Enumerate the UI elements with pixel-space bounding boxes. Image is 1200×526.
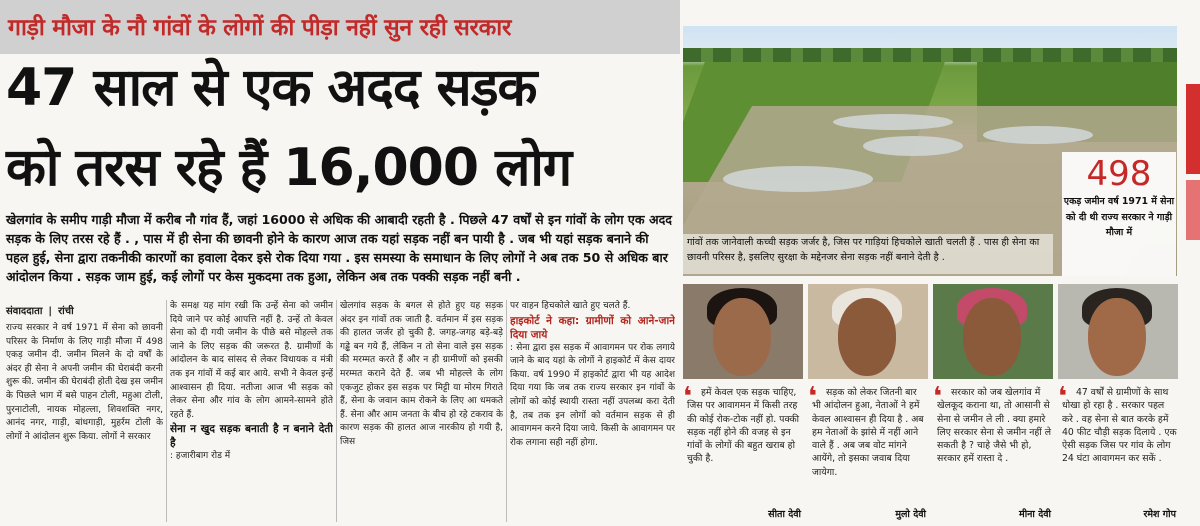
portrait-face <box>713 298 771 376</box>
column-4-head: पर वाहन हिचकोले खाते हुए चलते हैं. <box>510 301 631 311</box>
person-card <box>1058 284 1178 520</box>
stat-number: 498 <box>1086 154 1152 194</box>
quote-mark-icon: ❛ <box>683 382 693 412</box>
portrait-photo <box>933 284 1053 379</box>
portrait-photo <box>683 284 803 379</box>
column-divider <box>166 300 167 522</box>
portrait-face <box>838 298 896 376</box>
stat-box <box>1062 152 1176 276</box>
stat-text: एकड़ जमीन वर्ष 1971 में सेना को दी थी राज्य सरकार ने गाड़ी मौजा में <box>1063 196 1175 238</box>
portrait-face <box>1088 298 1146 376</box>
photo-puddle <box>863 136 963 156</box>
main-headline-line1: 47 साल से एक अदद सड़क <box>6 58 537 118</box>
photo-puddle <box>983 126 1093 144</box>
person-name: मुलो देवी <box>895 509 926 520</box>
column-divider <box>336 300 337 522</box>
quote-mark-icon: ❛ <box>1058 382 1068 412</box>
column-2-body: के समक्ष यह मांग रखी कि उन्हें सेना को जमीन दिये जाने पर कोई आपत्ति नहीं है. उन्हें तो केवल सेना को दी गयी जमीन के पीछे बसे मोहल्ले तक जाने के लिए सड़क की जरूरत है. ग्रामीणों के आंदोलन के बाद सांसद से लेकर विधायक व मंत्री तक इन गांवों में कई बार आये. सभी ने केवल इन्हें आश्वासन ही दिया. नतीजा आज भी सड़क को लेकर सेना और गांव के लोग आमने-सामने होते रहते हैं. <box>170 301 333 420</box>
kicker-headline: गाड़ी मौजा के नौ गांवों के लोगों की पीड़ा नहीं सुन रही सरकार <box>0 0 680 54</box>
article-column-4 <box>510 300 675 522</box>
adjacent-page-edge <box>1186 84 1200 174</box>
photo-treeline <box>683 48 1177 62</box>
quote-mark-icon: ❛ <box>808 382 818 412</box>
person-name: मीना देवी <box>1019 509 1051 520</box>
person-card <box>808 284 928 520</box>
article-column-3: खेलगांव सड़क के बगल से होते हुए यह सड़क अंदर इन गांवों तक जाती है. वर्तमान में इस सड़क की हालत जर्जर हो चुकी है. जगह-जगह बड़े-बड़े गड्ढे बन गये हैं, लेकिन न तो सेना वाले इस सड़क की मरम्मत करते हैं और न ही ग्रामीणों को इसकी मरम्मत कराने देते हैं. जब भी मोहल्ले के लोग एकजुट होकर इस सड़क पर मिट्टी या मोरम गिराते हैं, सेना के जवान काम रोकने के लिए आ धमकते हैं. सेना और आम जनता के बीच हो रहे टकराव के कारण सड़क की हालत आज नारकीय हो गयी है, जिस <box>340 301 503 447</box>
person-name: सीता देवी <box>768 509 801 520</box>
article-column-2 <box>170 300 333 522</box>
photo-puddle <box>833 114 953 130</box>
column-2-subhead: सेना न खुद सड़क बनाती है न बनाने देती है <box>170 423 333 450</box>
column-4-body: : सेना द्वारा इस सड़क में आवागमन पर रोक लगाये जाने के बाद यहां के लोगों ने हाइकोर्ट में केस दायर किया. वर्ष 1990 में हाइकोर्ट द्वारा भी यह आदेश दिया गया कि जब तक राज्य सरकार इन गांवों के लोगों को कोई स्थायी रास्ता नहीं उपलब्ध करा देती है, तब तक इन लोगों को वर्तमान सड़क से ही आवागमन करने दिया जाये. किसी के आवागमन पर रोक लगाना सही नहीं होगा. <box>510 342 675 448</box>
byline-reporter: संवाददाता <box>6 306 43 317</box>
portrait-face <box>963 298 1021 376</box>
column-divider <box>506 300 507 522</box>
column-2-tail: : हजारीबाग रोड में <box>170 451 231 462</box>
photo-puddle <box>723 166 873 192</box>
byline <box>6 303 161 317</box>
byline-place: रांची <box>58 306 74 317</box>
intro-paragraph: खेलगांव के समीप गाड़ी मौजा में करीब नौ गांव हैं, जहां 16000 से अधिक की आबादी रहती है . पिछले 47 वर्षों से इन गांवों के लोग एक अदद सड़क के लिए तरस रहे हैं . , पास में ही सेना की छावनी होने के कारण आज तक यहां सड़क नहीं बन पायी है . जब भी यहां सड़क बनाने की पहल हुई, सेना द्वारा तकनीकी कारणों का हवाला देकर इसे रोक दिया गया . इस समस्या के समाधान के लिए लोगों ने अब तक 50 से अधिक बार आंदोलन किया . सड़क जाम हुई, कई लोगों पर केस मुकदमा तक हुआ, लेकिन अब तक पक्की सड़क नहीं बनी . <box>6 212 672 284</box>
adjacent-page-edge <box>1186 180 1200 240</box>
column-4-subhead: हाइकोर्ट ने कहा: ग्रामीणों को आने-जाने दिया जाये <box>510 314 675 341</box>
person-quote: 47 वर्षों से ग्रामीणों के साथ धोखा हो रहा है . सरकार पहल करे . वह सेना से बात करके हमें 40 फीट चौड़ी सड़क दिलाये . एक ऐसी सड़क जिस पर गांव के लोग 24 घंटा आवागमन कर सकें . <box>1062 387 1177 465</box>
photo-caption: गांवों तक जानेवाली कच्ची सड़क जर्जर है, जिस पर गाड़ियां हिचकोले खाती चलती हैं . पास ही सेना का छावनी परिसर है, इसलिए सुरक्षा के मद्देनजर सेना सड़क नहीं बनाने देती है . <box>683 234 1053 274</box>
person-quote: सरकार को जब खेलगांव में खेलकूद कराना था, तो आसानी से सेना से जमीन ले ली . क्या हमारे लिए सरकार सेना से जमीन नहीं ले सकती है ? चाहे जैसे भी हो, सरकार हमें रास्ता दे . <box>937 387 1051 465</box>
byline-separator: | <box>48 306 53 317</box>
person-card <box>683 284 803 520</box>
person-card <box>933 284 1053 520</box>
article-column-1: राज्य सरकार ने वर्ष 1971 में सेना को छावनी परिसर के निर्माण के लिए गाड़ी मौजा में 498 एकड़ जमीन दी. जमीन मिलने के दो वर्षों के अंदर ही सेना ने अपनी जमीन की घेराबंदी करनी शुरू की. जमीन की घेराबंदी होती देख इस जमीन के पिछले भाग में बसे पाहन टोली, महुआ टोली, पुरनाटोली, नायक मोहल्ला, शिवशक्ति नगर, आनंद नगर, गाड़ी, बांधगाड़ी, मुहर्रम टोली के लोगों ने आंदोलन शुरू किया. लोगों ने सरकार <box>6 323 163 442</box>
main-headline-line2: को तरस रहे हैं 16,000 लोग <box>6 138 572 198</box>
quote-mark-icon: ❛ <box>933 382 943 412</box>
person-name: रमेश गोप <box>1143 509 1176 520</box>
person-quote: सड़क को लेकर जितनी बार भी आंदोलन हुआ, नेताओं ने हमें केवल आश्वासन ही दिया है . अब हम नेताओं के झांसे में नहीं आने वाले हैं . अब जब वोट मांगने आयेंगे, तो इसका जवाब दिया जायेगा. <box>812 387 924 478</box>
person-quote: हमें केवल एक सड़क चाहिए, जिस पर आवागमन में किसी तरह की कोई रोक-टोक नहीं हो. पक्की सड़क नहीं होने की वजह से इन गांवों के लोगों की बहुत खराब हो चुकी है. <box>687 387 800 465</box>
portrait-photo <box>1058 284 1178 379</box>
portrait-photo <box>808 284 928 379</box>
